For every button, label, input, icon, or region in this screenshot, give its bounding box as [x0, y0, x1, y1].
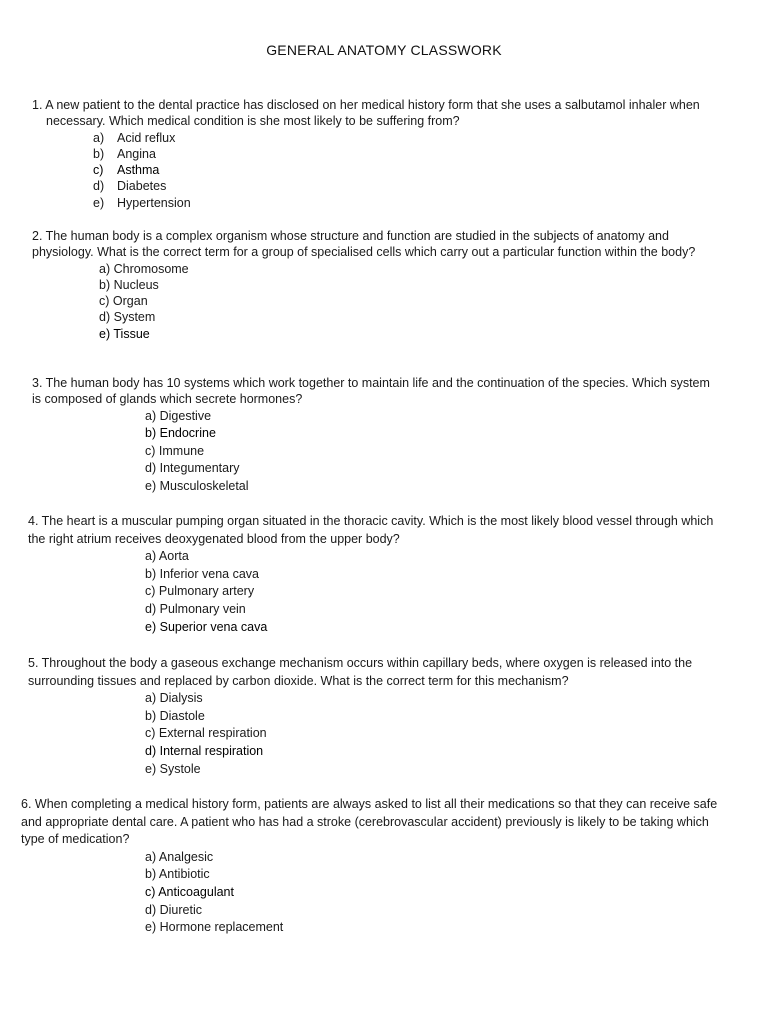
- option-a: a) Aorta: [145, 549, 189, 564]
- option-a: a) Chromosome: [99, 261, 189, 276]
- question-text: 3. The human body has 10 systems which work together to maintain life and the continuation of the species. Which system is composed of glands which secrete hormones?: [32, 376, 710, 407]
- question-6: [21, 796, 726, 937]
- option-c: c) Asthma: [93, 163, 160, 178]
- question-3: [32, 375, 712, 495]
- option-d: d) Diabetes: [93, 179, 167, 194]
- option-b: b) Diastole: [145, 708, 205, 723]
- option-b: b) Angina: [93, 146, 156, 161]
- option-e: e) Systole: [145, 761, 201, 776]
- option-e: e) Tissue: [99, 326, 150, 341]
- question-text: 2. The human body is a complex organism whose structure and function are studied in the subjects of anatomy and physiology. What is the correct term for a group of specialised cells which carry out a particular function within the body?: [32, 229, 696, 260]
- question-text: 6. When completing a medical history form, patients are always asked to list all their medications so that they can receive safe and appropriate dental care. A patient who has had a stroke (cerebrovascular accident) previously is likely to be taking which type of medication?: [21, 797, 718, 847]
- option-c: c) External respiration: [145, 726, 267, 741]
- option-e: e) Musculoskeletal: [145, 478, 249, 493]
- option-d: d) System: [99, 310, 156, 325]
- option-d: d) Internal respiration: [145, 743, 264, 758]
- options-list: [145, 408, 712, 496]
- question-5: [28, 655, 723, 778]
- option-a: a) Acid reflux: [93, 130, 176, 145]
- question-text: 1. A new patient to the dental practice has disclosed on her medical history form that she uses a salbutamol inhaler when necessary. Which medical condition is she most likely to be suffering from?: [32, 98, 700, 129]
- question-1: [23, 97, 713, 211]
- option-a: a) Digestive: [145, 408, 212, 423]
- option-b: b) Endocrine: [145, 426, 216, 441]
- option-c: c) Anticoagulant: [145, 884, 234, 899]
- option-e: e) Superior vena cava: [145, 619, 268, 634]
- options-list: [145, 690, 723, 778]
- question-text: 5. Throughout the body a gaseous exchange mechanism occurs within capillary beds, where oxygen is released into the surrounding tissues and replaced by carbon dioxide. What is the correct term for this mechanism?: [28, 656, 693, 688]
- options-list: [145, 548, 718, 636]
- option-d: d) Pulmonary vein: [145, 601, 246, 616]
- option-d: d) Diuretic: [145, 902, 202, 917]
- question-text: 4. The heart is a muscular pumping organ situated in the thoracic cavity. Which is the most likely blood vessel through which the right atrium receives deoxygenated blood from the upper body?: [28, 514, 714, 546]
- question-4: [28, 513, 718, 636]
- options-list: [93, 130, 713, 211]
- option-b: b) Antibiotic: [145, 867, 210, 882]
- option-c: c) Pulmonary artery: [145, 584, 255, 599]
- option-c: c) Organ: [99, 294, 148, 309]
- option-c: c) Immune: [145, 443, 205, 458]
- option-d: d) Integumentary: [145, 461, 240, 476]
- options-list: [145, 849, 726, 937]
- page-title: GENERAL ANATOMY CLASSWORK: [266, 42, 502, 58]
- options-list: [99, 261, 712, 342]
- option-e: e) Hypertension: [93, 195, 191, 210]
- option-b: b) Nucleus: [99, 277, 159, 292]
- option-b: b) Inferior vena cava: [145, 566, 259, 581]
- option-a: a) Analgesic: [145, 849, 214, 864]
- option-a: a) Dialysis: [145, 691, 203, 706]
- option-e: e) Hormone replacement: [145, 920, 284, 935]
- question-2: [32, 228, 712, 342]
